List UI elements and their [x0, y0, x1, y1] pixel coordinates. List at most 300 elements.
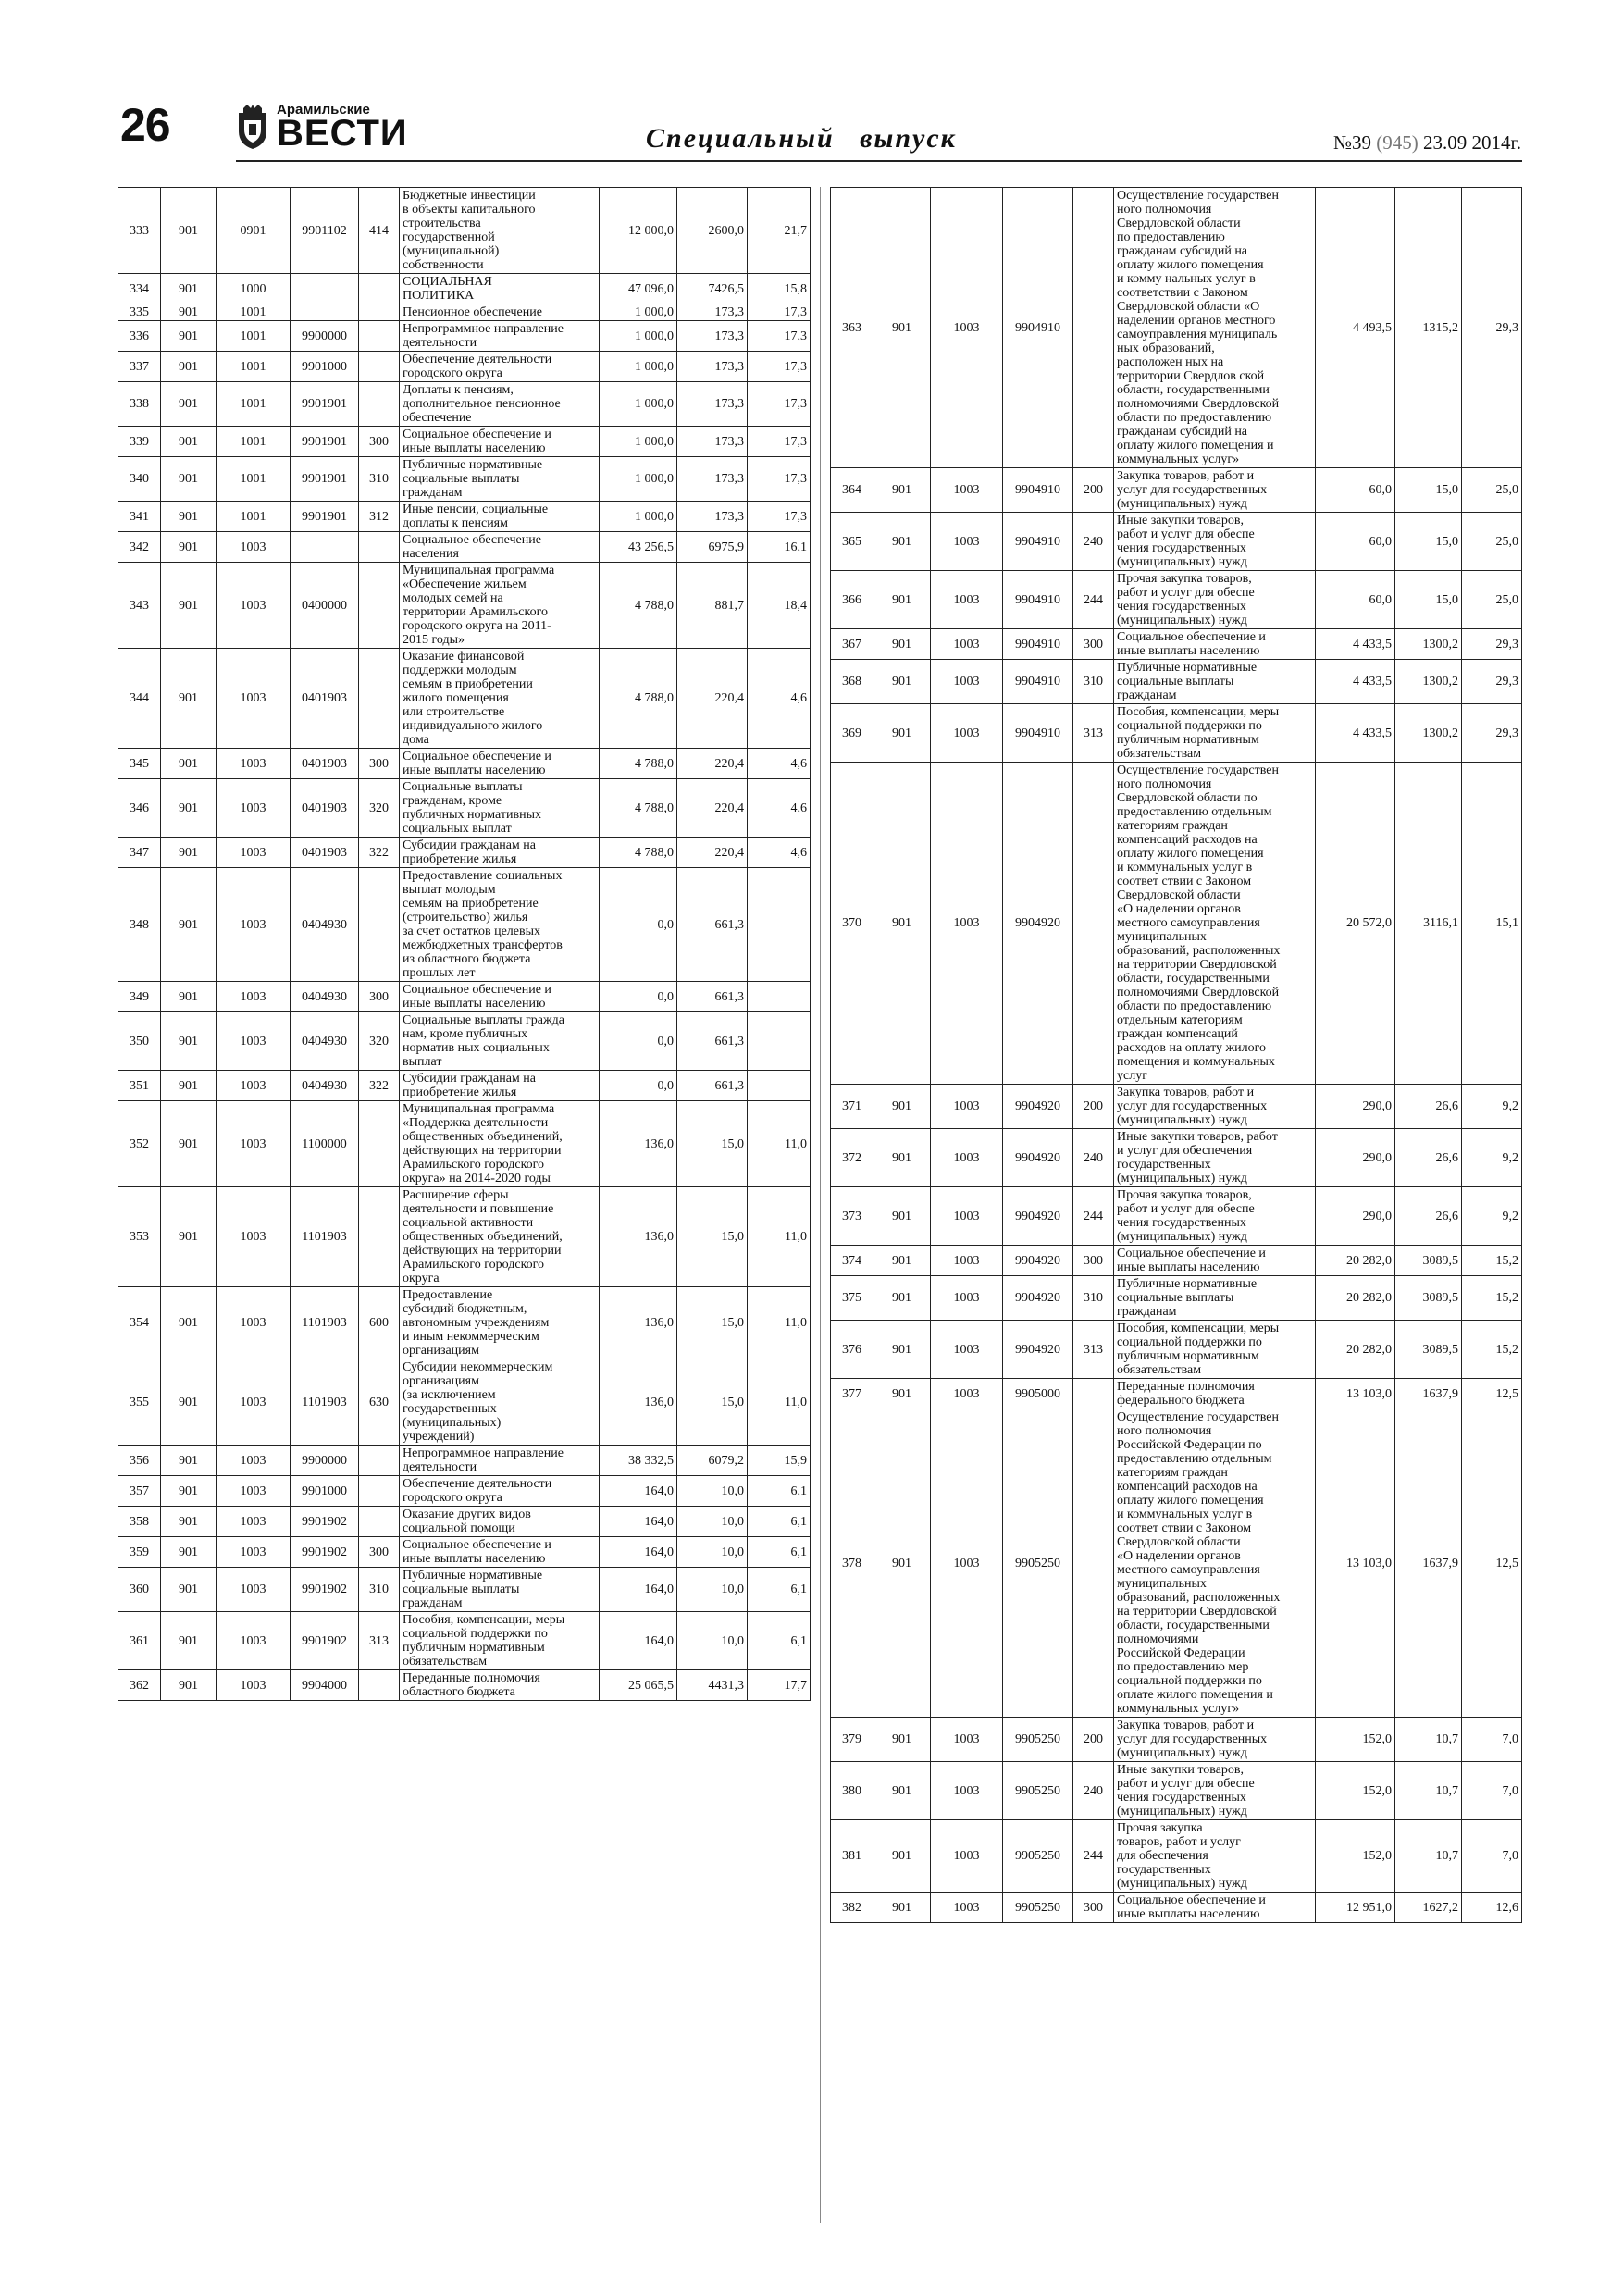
table-row	[831, 629, 1522, 660]
cell-c: 9904920	[1003, 1085, 1073, 1129]
cell-v1: 12 000,0	[600, 188, 677, 274]
cell-a: 901	[873, 1085, 931, 1129]
cell-d	[359, 1187, 400, 1287]
cell-v3: 4,6	[748, 779, 811, 838]
cell-desc: Пособия, компенсации, меры социальной поддержки по публичным нормативным обязательствам	[1114, 1321, 1316, 1379]
cell-n: 358	[118, 1507, 161, 1537]
cell-c: 9901902	[291, 1507, 359, 1537]
cell-b: 1003	[217, 838, 291, 868]
cell-v2: 173,3	[677, 352, 748, 382]
cell-v3: 18,4	[748, 563, 811, 649]
cell-a: 901	[873, 1762, 931, 1820]
cell-n: 335	[118, 304, 161, 321]
table-row	[118, 982, 811, 1012]
cell-a: 901	[161, 1612, 217, 1670]
cell-v2: 10,7	[1395, 1762, 1462, 1820]
table-row	[831, 513, 1522, 571]
cell-a: 901	[161, 502, 217, 532]
cell-v3: 4,6	[748, 838, 811, 868]
cell-v3: 29,3	[1462, 660, 1522, 704]
page-header	[0, 0, 1623, 162]
cell-v3: 11,0	[748, 1359, 811, 1446]
table-row	[118, 749, 811, 779]
cell-v2: 10,0	[677, 1507, 748, 1537]
cell-d: 313	[359, 1612, 400, 1670]
table-row	[831, 1085, 1522, 1129]
table-row	[831, 704, 1522, 763]
cell-v2: 2600,0	[677, 188, 748, 274]
cell-a: 901	[161, 779, 217, 838]
cell-c: 9900000	[291, 321, 359, 352]
table-row	[118, 1446, 811, 1476]
cell-v1: 136,0	[600, 1359, 677, 1446]
cell-a: 901	[161, 274, 217, 304]
cell-c: 9905250	[1003, 1762, 1073, 1820]
table-row	[118, 649, 811, 749]
cell-b: 1003	[931, 704, 1003, 763]
cell-c: 9901902	[291, 1537, 359, 1568]
cell-v3: 15,8	[748, 274, 811, 304]
cell-d	[1073, 1409, 1114, 1718]
cell-c: 9905000	[1003, 1379, 1073, 1409]
cell-c: 9901901	[291, 457, 359, 502]
cell-a: 901	[873, 571, 931, 629]
cell-d	[1073, 763, 1114, 1085]
cell-n: 379	[831, 1718, 873, 1762]
cell-a: 901	[873, 513, 931, 571]
cell-n: 370	[831, 763, 873, 1085]
cell-desc: Субсидии гражданам на приобретение жилья	[400, 838, 600, 868]
cell-v1: 4 493,5	[1316, 188, 1395, 468]
cell-v1: 152,0	[1316, 1762, 1395, 1820]
cell-v2: 173,3	[677, 427, 748, 457]
cell-b: 1003	[217, 1476, 291, 1507]
column-divider	[820, 187, 821, 2223]
cell-desc: Социальное обеспечение и иные выплаты населению	[400, 1537, 600, 1568]
cell-v2: 3116,1	[1395, 763, 1462, 1085]
cell-v3: 11,0	[748, 1287, 811, 1359]
cell-v1: 60,0	[1316, 468, 1395, 513]
cell-v1: 38 332,5	[600, 1446, 677, 1476]
cell-a: 901	[161, 382, 217, 427]
cell-b: 1003	[931, 1820, 1003, 1893]
cell-b: 1003	[931, 1893, 1003, 1923]
cell-desc: Прочая закупка товаров, работ и услуг для обеспечения государственных (муниципальных) нужд	[1114, 1820, 1316, 1893]
cell-d: 244	[1073, 571, 1114, 629]
cell-v3: 15,2	[1462, 1246, 1522, 1276]
cell-c: 0400000	[291, 563, 359, 649]
table-row	[118, 502, 811, 532]
cell-d: 310	[1073, 660, 1114, 704]
cell-v1: 4 788,0	[600, 838, 677, 868]
cell-c: 9904910	[1003, 468, 1073, 513]
cell-b: 1003	[217, 868, 291, 982]
cell-v1: 1 000,0	[600, 304, 677, 321]
cell-b: 1003	[217, 982, 291, 1012]
cell-c: 0401903	[291, 838, 359, 868]
cell-v2: 173,3	[677, 457, 748, 502]
cell-v3: 17,3	[748, 321, 811, 352]
cell-desc: Муниципальная программа «Поддержка деятельности общественных объединений, действующих на территории Арамильского городского округа» на 2014-2020 годы	[400, 1101, 600, 1187]
cell-v3: 6,1	[748, 1507, 811, 1537]
cell-v1: 4 433,5	[1316, 660, 1395, 704]
cell-desc: Социальные выплаты гражда нам, кроме публичных норматив ных социальных выплат	[400, 1012, 600, 1071]
cell-a: 901	[161, 1187, 217, 1287]
logo-title: ВЕСТИ	[277, 113, 408, 154]
cell-b: 1003	[217, 1612, 291, 1670]
cell-b: 1000	[217, 274, 291, 304]
cell-v1: 164,0	[600, 1476, 677, 1507]
cell-d: 322	[359, 1071, 400, 1101]
cell-n: 353	[118, 1187, 161, 1287]
cell-v2: 10,0	[677, 1612, 748, 1670]
cell-a: 901	[873, 1276, 931, 1321]
cell-v1: 164,0	[600, 1612, 677, 1670]
cell-c: 9901102	[291, 188, 359, 274]
cell-v2: 10,0	[677, 1537, 748, 1568]
cell-c	[291, 532, 359, 563]
cell-b: 1003	[931, 1379, 1003, 1409]
cell-v2: 15,0	[677, 1359, 748, 1446]
cell-a: 901	[161, 188, 217, 274]
issue-date: 23.09 2014г.	[1423, 131, 1521, 154]
cell-v3: 11,0	[748, 1187, 811, 1287]
cell-v2: 1300,2	[1395, 704, 1462, 763]
table-row	[118, 1670, 811, 1701]
cell-d: 200	[1073, 1718, 1114, 1762]
cell-a: 901	[161, 1101, 217, 1187]
cell-v2: 220,4	[677, 749, 748, 779]
cell-v2: 6975,9	[677, 532, 748, 563]
cell-d	[359, 321, 400, 352]
cell-v3	[748, 982, 811, 1012]
cell-n: 339	[118, 427, 161, 457]
cell-v3: 21,7	[748, 188, 811, 274]
cell-a: 901	[161, 304, 217, 321]
cell-c: 9901902	[291, 1612, 359, 1670]
table-row	[831, 660, 1522, 704]
cell-n: 363	[831, 188, 873, 468]
table-row	[118, 868, 811, 982]
cell-d: 300	[1073, 1246, 1114, 1276]
cell-v1: 4 433,5	[1316, 629, 1395, 660]
cell-v1: 13 103,0	[1316, 1409, 1395, 1718]
table-row	[118, 457, 811, 502]
cell-desc: Закупка товаров, работ и услуг для государственных (муниципальных) нужд	[1114, 1085, 1316, 1129]
cell-c: 1101903	[291, 1359, 359, 1446]
cell-n: 356	[118, 1446, 161, 1476]
cell-b: 1003	[217, 649, 291, 749]
cell-a: 901	[873, 1820, 931, 1893]
cell-b: 1003	[931, 513, 1003, 571]
cell-c: 9904910	[1003, 629, 1073, 660]
cell-a: 901	[161, 563, 217, 649]
cell-n: 376	[831, 1321, 873, 1379]
cell-d: 313	[1073, 1321, 1114, 1379]
cell-c: 9904910	[1003, 660, 1073, 704]
cell-a: 901	[161, 352, 217, 382]
cell-v2: 1637,9	[1395, 1379, 1462, 1409]
issue-total: (945)	[1376, 131, 1419, 154]
cell-v2: 1300,2	[1395, 660, 1462, 704]
cell-b: 1001	[217, 304, 291, 321]
cell-d	[359, 532, 400, 563]
cell-n: 357	[118, 1476, 161, 1507]
coat-of-arms-icon	[236, 104, 269, 150]
cell-c: 0401903	[291, 649, 359, 749]
table-row	[118, 1287, 811, 1359]
cell-d: 312	[359, 502, 400, 532]
cell-v3: 7,0	[1462, 1718, 1522, 1762]
cell-desc: Непрограммное направление деятельности	[400, 1446, 600, 1476]
cell-desc: Социальное обеспечение и иные выплаты населению	[1114, 629, 1316, 660]
cell-v1: 1 000,0	[600, 502, 677, 532]
cell-b: 1001	[217, 382, 291, 427]
cell-desc: Муниципальная программа «Обеспечение жильем молодых семей на территории Арамильского городского округа на 2011- 2015 годы»	[400, 563, 600, 649]
cell-desc: Оказание финансовой поддержки молодым семьям в приобретении жилого помещения или строительстве индивидуального жилого дома	[400, 649, 600, 749]
cell-b: 1003	[931, 571, 1003, 629]
table-row	[831, 1187, 1522, 1246]
cell-v1: 136,0	[600, 1101, 677, 1187]
cell-desc: Осуществление государствен ного полномочия Свердловской области по предоставлению гражданам субсидий на оплату жилого помещения и комму нальных услуг в соответствии с Законом Свердловской области «О наделении органов местного самоуправления муниципаль ных образований, расположен ных на территории Свердлов ской области, государственными полномочиями Свердловской области по предоставлению гражданам субсидий на оплату жилого помещения и коммунальных услуг»	[1114, 188, 1316, 468]
cell-n: 354	[118, 1287, 161, 1359]
cell-desc: Непрограммное направление деятельности	[400, 321, 600, 352]
cell-desc: Субсидии некоммерческим организациям (за исключением государственных (муниципальных) учреждений)	[400, 1359, 600, 1446]
cell-v2: 10,7	[1395, 1718, 1462, 1762]
table-row	[118, 1507, 811, 1537]
cell-c: 9904910	[1003, 188, 1073, 468]
cell-d	[359, 868, 400, 982]
cell-v2: 7426,5	[677, 274, 748, 304]
cell-b: 1003	[217, 1287, 291, 1359]
cell-d: 600	[359, 1287, 400, 1359]
cell-desc: Пособия, компенсации, меры социальной поддержки по публичным нормативным обязательствам	[400, 1612, 600, 1670]
cell-v3: 12,5	[1462, 1409, 1522, 1718]
cell-v1: 0,0	[600, 868, 677, 982]
cell-d: 414	[359, 188, 400, 274]
cell-n: 365	[831, 513, 873, 571]
cell-v2: 1627,2	[1395, 1893, 1462, 1923]
cell-v3: 17,3	[748, 382, 811, 427]
table-row	[831, 1129, 1522, 1187]
table-row	[118, 1359, 811, 1446]
cell-d: 300	[1073, 1893, 1114, 1923]
cell-n: 378	[831, 1409, 873, 1718]
cell-desc: Бюджетные инвестиции в объекты капитального строительства государственной (муниципальной) собственности	[400, 188, 600, 274]
cell-d: 300	[359, 427, 400, 457]
cell-v1: 0,0	[600, 1071, 677, 1101]
cell-v1: 152,0	[1316, 1718, 1395, 1762]
cell-d	[359, 304, 400, 321]
cell-b: 1003	[931, 660, 1003, 704]
cell-c: 9904910	[1003, 513, 1073, 571]
cell-desc: Публичные нормативные социальные выплаты гражданам	[400, 1568, 600, 1612]
cell-d: 300	[359, 1537, 400, 1568]
cell-v3: 17,3	[748, 352, 811, 382]
cell-v2: 26,6	[1395, 1129, 1462, 1187]
cell-desc: Предоставление субсидий бюджетным, автономным учреждениям и иным некоммерческим организациям	[400, 1287, 600, 1359]
cell-b: 1001	[217, 352, 291, 382]
table-row	[118, 321, 811, 352]
table-row	[831, 1409, 1522, 1718]
cell-d	[359, 649, 400, 749]
cell-c: 9905250	[1003, 1893, 1073, 1923]
cell-d: 320	[359, 1012, 400, 1071]
cell-desc: Прочая закупка товаров, работ и услуг для обеспе чения государственных (муниципальных) нужд	[1114, 1187, 1316, 1246]
cell-desc: Закупка товаров, работ и услуг для государственных (муниципальных) нужд	[1114, 1718, 1316, 1762]
cell-n: 344	[118, 649, 161, 749]
cell-v2: 220,4	[677, 649, 748, 749]
cell-v3: 9,2	[1462, 1085, 1522, 1129]
cell-desc: Прочая закупка товаров, работ и услуг для обеспе чения государственных (муниципальных) нужд	[1114, 571, 1316, 629]
cell-b: 1003	[931, 1321, 1003, 1379]
cell-v3: 15,2	[1462, 1276, 1522, 1321]
cell-v3: 25,0	[1462, 513, 1522, 571]
cell-d	[359, 1507, 400, 1537]
cell-v2: 220,4	[677, 779, 748, 838]
cell-v2: 173,3	[677, 502, 748, 532]
cell-desc: Осуществление государствен ного полномочия Свердловской области по предоставлению отдельным категориям граждан компенсаций расходов на оплату жилого помещения и коммунальных услуг в соответ ствии с Законом Свердловской области «О наделении органов местного самоуправления муниципальных образований, расположенных на территории Свердловской области, государственными полномочиями Свердловской области по предоставлению отдельным категориям граждан компенсаций расходов на оплату жилого помещения и коммунальных услуг	[1114, 763, 1316, 1085]
cell-v1: 12 951,0	[1316, 1893, 1395, 1923]
cell-d: 310	[1073, 1276, 1114, 1321]
cell-v1: 13 103,0	[1316, 1379, 1395, 1409]
cell-desc: Социальное обеспечение и иные выплаты населению	[400, 749, 600, 779]
cell-n: 367	[831, 629, 873, 660]
cell-a: 901	[873, 1129, 931, 1187]
cell-v2: 661,3	[677, 982, 748, 1012]
cell-a: 901	[873, 1409, 931, 1718]
cell-v3: 11,0	[748, 1101, 811, 1187]
cell-a: 901	[873, 1718, 931, 1762]
cell-b: 1003	[931, 468, 1003, 513]
cell-d	[359, 1446, 400, 1476]
cell-v3: 12,5	[1462, 1379, 1522, 1409]
cell-v3: 29,3	[1462, 704, 1522, 763]
cell-n: 382	[831, 1893, 873, 1923]
cell-d: 630	[359, 1359, 400, 1446]
cell-d: 244	[1073, 1820, 1114, 1893]
cell-v1: 164,0	[600, 1568, 677, 1612]
table-row	[831, 1718, 1522, 1762]
cell-a: 901	[161, 982, 217, 1012]
cell-v3: 29,3	[1462, 188, 1522, 468]
cell-b: 1003	[217, 749, 291, 779]
table-row	[118, 1568, 811, 1612]
table-row	[118, 427, 811, 457]
cell-a: 901	[161, 1476, 217, 1507]
cell-v2: 173,3	[677, 382, 748, 427]
cell-c: 9901000	[291, 1476, 359, 1507]
cell-b: 1003	[931, 188, 1003, 468]
cell-v2: 15,0	[1395, 468, 1462, 513]
cell-v3: 15,2	[1462, 1321, 1522, 1379]
cell-desc: СОЦИАЛЬНАЯ ПОЛИТИКА	[400, 274, 600, 304]
cell-n: 369	[831, 704, 873, 763]
cell-a: 901	[161, 457, 217, 502]
cell-v1: 164,0	[600, 1537, 677, 1568]
cell-desc: Переданные полномочия федерального бюджета	[1114, 1379, 1316, 1409]
cell-n: 337	[118, 352, 161, 382]
cell-v3: 4,6	[748, 649, 811, 749]
cell-v1: 4 433,5	[1316, 704, 1395, 763]
cell-b: 1003	[217, 532, 291, 563]
cell-n: 360	[118, 1568, 161, 1612]
cell-a: 901	[161, 321, 217, 352]
cell-a: 901	[161, 1537, 217, 1568]
cell-b: 1003	[217, 1101, 291, 1187]
cell-b: 1003	[931, 1129, 1003, 1187]
cell-a: 901	[161, 1359, 217, 1446]
cell-v2: 881,7	[677, 563, 748, 649]
cell-v2: 3089,5	[1395, 1246, 1462, 1276]
cell-a: 901	[161, 1568, 217, 1612]
cell-b: 1003	[931, 1085, 1003, 1129]
cell-c: 0404930	[291, 1012, 359, 1071]
cell-n: 377	[831, 1379, 873, 1409]
cell-desc: Переданные полномочия областного бюджета	[400, 1670, 600, 1701]
cell-a: 901	[161, 1670, 217, 1701]
cell-desc: Обеспечение деятельности городского округа	[400, 352, 600, 382]
cell-v3: 16,1	[748, 532, 811, 563]
cell-b: 1003	[217, 1446, 291, 1476]
cell-v1: 20 282,0	[1316, 1246, 1395, 1276]
cell-v2: 661,3	[677, 868, 748, 982]
cell-n: 345	[118, 749, 161, 779]
cell-v2: 15,0	[1395, 513, 1462, 571]
cell-c: 9904910	[1003, 704, 1073, 763]
table-row	[118, 274, 811, 304]
cell-desc: Социальное обеспечение и иные выплаты населению	[1114, 1246, 1316, 1276]
cell-v2: 26,6	[1395, 1187, 1462, 1246]
cell-desc: Пособия, компенсации, меры социальной поддержки по публичным нормативным обязательствам	[1114, 704, 1316, 763]
cell-n: 346	[118, 779, 161, 838]
cell-v1: 1 000,0	[600, 427, 677, 457]
cell-v3: 15,1	[1462, 763, 1522, 1085]
cell-a: 901	[161, 427, 217, 457]
cell-n: 380	[831, 1762, 873, 1820]
cell-c: 9904910	[1003, 571, 1073, 629]
cell-n: 342	[118, 532, 161, 563]
table-row	[118, 563, 811, 649]
cell-n: 350	[118, 1012, 161, 1071]
cell-n: 355	[118, 1359, 161, 1446]
cell-d	[359, 1476, 400, 1507]
cell-d: 200	[1073, 468, 1114, 513]
cell-v2: 15,0	[677, 1187, 748, 1287]
logo-caption: Арамильские	[277, 102, 370, 118]
table-row	[118, 1612, 811, 1670]
table-row	[831, 1379, 1522, 1409]
cell-c: 9901901	[291, 427, 359, 457]
cell-v1: 20 282,0	[1316, 1276, 1395, 1321]
cell-b: 1003	[931, 1409, 1003, 1718]
cell-v2: 220,4	[677, 838, 748, 868]
cell-a: 901	[873, 763, 931, 1085]
cell-v1: 1 000,0	[600, 382, 677, 427]
table-row	[118, 838, 811, 868]
cell-a: 901	[161, 649, 217, 749]
page-number: 26	[120, 99, 170, 151]
cell-a: 901	[161, 838, 217, 868]
cell-n: 338	[118, 382, 161, 427]
table-row	[118, 1012, 811, 1071]
cell-n: 349	[118, 982, 161, 1012]
cell-desc: Публичные нормативные социальные выплаты гражданам	[1114, 660, 1316, 704]
table-row	[831, 1276, 1522, 1321]
cell-b: 1001	[217, 502, 291, 532]
cell-v1: 1 000,0	[600, 352, 677, 382]
cell-c: 9904920	[1003, 1321, 1073, 1379]
